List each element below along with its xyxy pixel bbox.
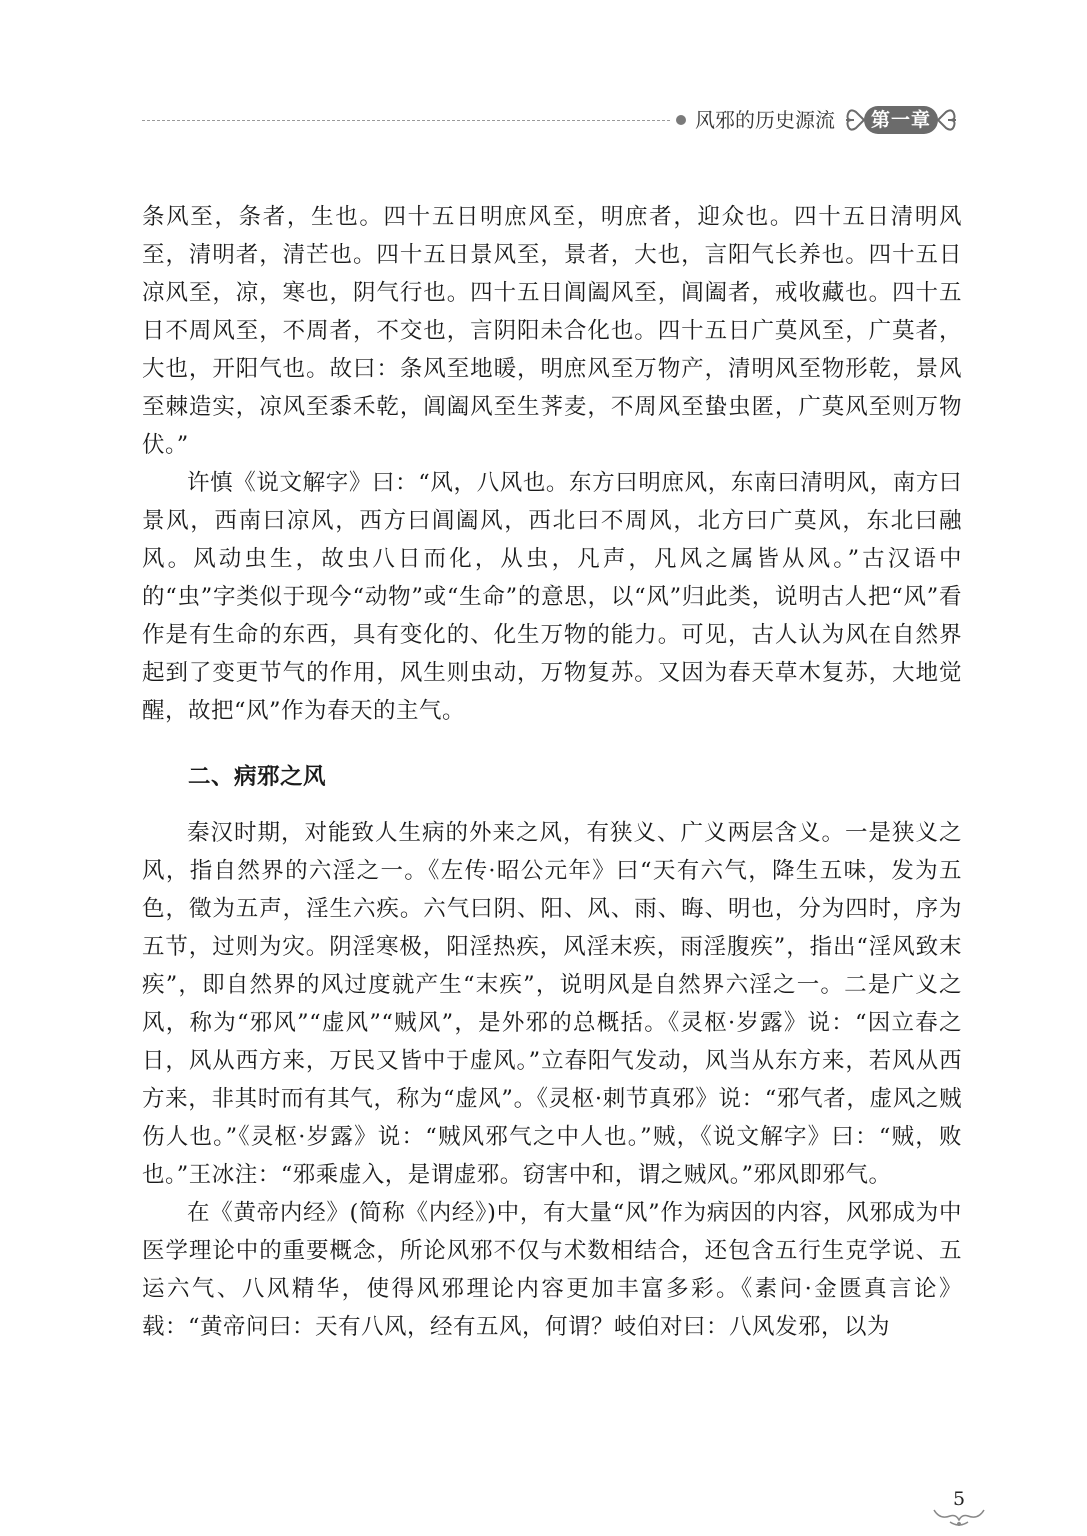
page-ornament-icon bbox=[930, 1506, 988, 1530]
paragraph: 许慎《说文解字》曰：“风，八风也。东方曰明庶风，东南曰清明风，南方曰景风，西南曰凉风，西方曰阊阖风，西北曰不周风，北方曰广莫风，东北曰融风。风动虫生，故虫八日而化，从虫，凡声，凡风之属皆从风。”古汉语中的“虫”字类似于现今“动物”或“生命”的意思，以“风”归此类，说明古人把“风”看作是有生命的东西，具有变化的、化生万物的能力。可见，古人认为风在自然界起到了变更节气的作用，风生则虫动，万物复苏。又因为春天草木复苏，大地觉醒，故把“风”作为春天的主气。 bbox=[142, 470, 962, 724]
header-dot bbox=[676, 115, 686, 125]
page-number bbox=[930, 1488, 988, 1530]
chapter-title: 风邪的历史源流 bbox=[695, 108, 835, 132]
header-dashed-rule bbox=[142, 120, 670, 121]
paragraph: 秦汉时期，对能致人生病的外来之风，有狭义、广义两层含义。一是狭义之风，指自然界的六淫之一。《左传·昭公元年》曰“天有六气，降生五味，发为五色，徵为五声，淫生六疾。六气曰阴、阳、风、雨、晦、明也，分为四时，序为五节，过则为灾。阴淫寒极，阳淫热疾，风淫末疾，雨淫腹疾”，指出“淫风致末疾”，即自然界的风过度就产生“末疾”，说明风是自然界六淫之一。二是广义之风，称为“邪风”“虚风”“贼风”，是外邪的总概括。《灵枢·岁露》说：“因立春之日，风从西方来，万民又皆中于虚风。”立春阳气发动，风当从东方来，若风从西方来，非其时而有其气，称为“虚风”。《灵枢·刺节真邪》说：“邪气者，虚风之贼伤人也。”《灵枢·岁露》说：“贼风邪气之中人也。”贼，《说文解字》曰：“贼，败也。”王冰注：“邪乘虚入，是谓虚邪。窃害中和，谓之贼风。”邪风即邪气。 bbox=[142, 820, 962, 1188]
paragraph: 在《黄帝内经》(简称《内经》)中，有大量“风”作为病因的内容，风邪成为中医学理论中的重要概念，所论风邪不仅与术数相结合，还包含五行生克学说、五运六气、八风精华，使得风邪理论内容更加丰富多彩。《素问·金匮真言论》载：“黄帝问曰：天有八风，经有五风，何谓？岐伯对曰：八风发邪，以为 bbox=[142, 1200, 962, 1340]
body-text bbox=[142, 198, 962, 1346]
chapter-label: 第一章 bbox=[864, 106, 938, 134]
running-header bbox=[142, 100, 962, 140]
chapter-badge bbox=[842, 100, 960, 140]
paragraph: 条风至，条者，生也。四十五日明庶风至，明庶者，迎众也。四十五日清明风至，清明者，清芒也。四十五日景风至，景者，大也，言阳气长养也。四十五日凉风至，凉，寒也，阴气行也。四十五日阊阖风至，阊阖者，戒收藏也。四十五日不周风至，不周者，不交也，言阴阳未合化也。四十五日广莫风至，广莫者，大也，开阳气也。故曰：条风至地暖，明庶风至万物产，清明风至物形乾，景风至棘造实，凉风至黍禾乾，阊阖风至生荠麦，不周风至蛰虫匿，广莫风至则万物伏。” bbox=[142, 204, 962, 458]
page-number-text: 5 bbox=[952, 1488, 966, 1510]
section-heading: 二、病邪之风 bbox=[188, 764, 327, 790]
